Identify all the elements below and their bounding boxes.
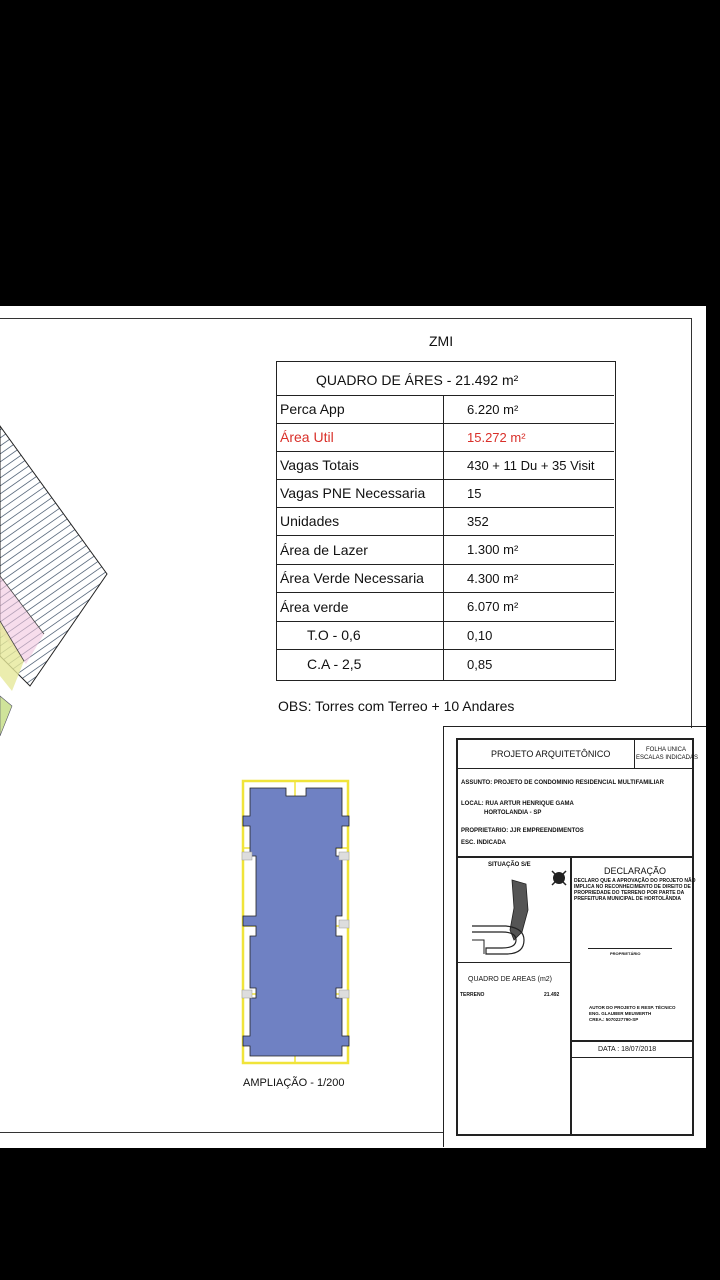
tb-date-bottom-divider <box>570 1057 692 1058</box>
zone-label: ZMI <box>429 333 454 349</box>
area-table-row <box>276 479 614 508</box>
site-plan-fragment <box>0 406 120 746</box>
area-table-title: QUADRO DE ÁRES - 21.492 m² <box>316 372 519 388</box>
area-table-label: Área verde <box>280 598 349 615</box>
area-table-row <box>276 564 614 593</box>
area-table-value: 6.220 m² <box>467 401 519 417</box>
obs-note: OBS: Torres com Terreo + 10 Andares <box>278 698 515 714</box>
area-table-row <box>276 535 614 565</box>
area-table-value: 0,10 <box>467 627 493 643</box>
area-table-row <box>276 395 614 424</box>
tb-owner-sign-label: PROPRIETÁRIO <box>610 951 641 956</box>
area-table-label: Unidades <box>280 513 340 529</box>
tb-declaration-text-2: IMPLICA NO RECONHECIMENTO DE DIREITO DE <box>574 884 691 890</box>
area-table-label: C.A - 2,5 <box>307 656 362 672</box>
area-table-value: 15.272 m² <box>467 429 526 445</box>
area-table-value: 6.070 m² <box>467 599 519 614</box>
tb-owner: PROPRIETARIO: JJR EMPREENDIMENTOS <box>461 828 584 834</box>
tb-header-divider <box>634 768 692 769</box>
area-table-row <box>276 621 614 650</box>
frame-right-line <box>691 318 692 728</box>
tb-author-1: AUTOR DO PROJETO E RESP. TÉCNICO <box>589 1005 676 1010</box>
tb-location-2: HORTOLANDIA - SP <box>484 810 542 816</box>
area-table-label: Área de Lazer <box>280 541 368 558</box>
area-table-label: Vagas PNE Necessaria <box>280 485 426 501</box>
tb-author-2: ENG. GLAUBER MEUWERTH <box>589 1011 652 1016</box>
tb-mid-divider <box>458 856 692 858</box>
area-table-label: Área Util <box>280 429 334 445</box>
tb-declaration-text-4: PREFEITURA MUNICIPAL DE HORTOLÂNDIA <box>574 896 682 902</box>
frame-bottom-line <box>0 1132 444 1133</box>
area-table-value: 0,85 <box>467 656 493 672</box>
tb-situation-bottom-divider <box>458 962 570 963</box>
tb-location-1: LOCAL: RUA ARTUR HENRIQUE GAMA <box>461 801 574 807</box>
tb-vertical-divider <box>570 856 572 1134</box>
north-arrow-icon <box>550 869 568 887</box>
area-table-label: T.O - 0,6 <box>307 627 361 643</box>
tb-scale: ESC. INDICADA <box>461 840 507 846</box>
area-table-value: 1.300 m² <box>467 542 519 557</box>
tb-terrain-value: 21.492 <box>544 992 560 998</box>
area-table <box>276 361 616 681</box>
tb-subject: ASSUNTO: PROJETO DE CONDOMINIO RESIDENCIAL MULTIFAMILIAR <box>461 780 664 786</box>
tb-date-top-divider <box>570 1040 692 1042</box>
area-table-row <box>276 649 614 679</box>
area-table-row <box>276 423 614 452</box>
area-table-value: 352 <box>467 513 489 529</box>
area-table-row <box>276 507 614 536</box>
tb-date: DATA : 18/07/2018 <box>598 1046 657 1053</box>
area-table-label: Vagas Totais <box>280 457 359 473</box>
tb-declaration-title: DECLARAÇÃO <box>604 866 667 876</box>
area-table-label: Área Verde Necessaria <box>280 570 424 586</box>
drawing-sheet <box>0 306 706 1148</box>
frame-top-line <box>0 318 692 319</box>
tb-declaration-text-3: PROPRIEDADE DO TERRENO POR PARTE DA <box>574 890 685 896</box>
title-block <box>456 738 699 1136</box>
area-table-value: 4.300 m² <box>467 570 519 586</box>
detail-caption: AMPLIAÇÃO - 1/200 <box>243 1077 345 1089</box>
area-table-row <box>276 592 614 622</box>
area-table-label: Perca App <box>280 401 345 417</box>
area-table-value: 430 + 11 Du + 35 Visit <box>467 457 595 473</box>
tb-situation-label: SITUAÇÃO S/E <box>488 862 531 868</box>
tb-project-title: PROJETO ARQUITETÔNICO <box>491 749 611 759</box>
area-table-title-row <box>276 361 614 396</box>
tb-declaration-text-1: DECLARO QUE A APROVAÇÃO DO PROJETO NÃO <box>574 878 696 884</box>
building-detail-plan <box>238 776 354 1068</box>
tb-author-3: CREA.: 5070227790-SP <box>589 1017 639 1022</box>
tb-areas-title: QUADRO DE AREAS (m2) <box>468 976 553 983</box>
tb-sheet-info-1: FOLHA UNICA <box>646 747 687 753</box>
tb-sheet-info-2: ESCALAS INDICADAS <box>636 755 699 761</box>
tb-terrain-label: TERRENO <box>460 992 485 998</box>
area-table-value: 15 <box>467 485 482 501</box>
tb-owner-sign-line <box>588 948 672 949</box>
area-table-row <box>276 451 614 480</box>
